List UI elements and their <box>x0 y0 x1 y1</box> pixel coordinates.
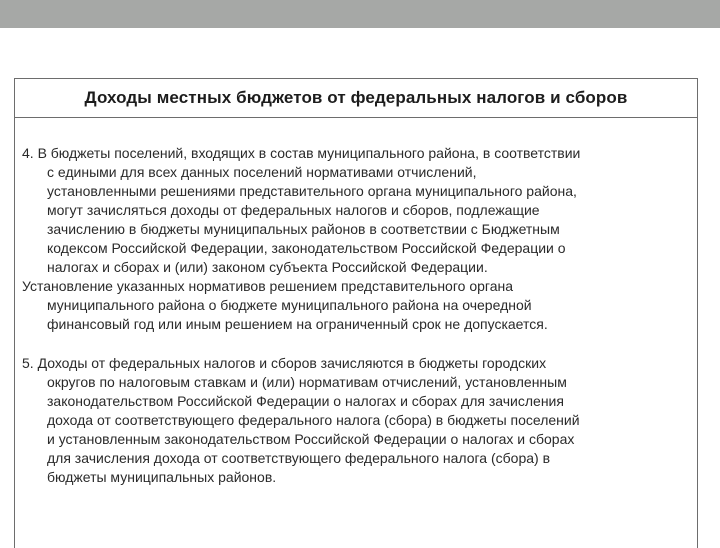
top-decorative-band <box>0 0 720 28</box>
paragraph-line: 5. Доходы от федеральных налогов и сборов зачисляются в бюджеты городских <box>22 355 547 371</box>
paragraph-line: установленными решениями представительного органа муниципального района, <box>47 183 577 199</box>
paragraph-line: для зачисления дохода от соответствующего федерального налога (сбора) в <box>47 450 551 466</box>
paragraph-line: налогах и сборах и (или) законом субъекта Российской Федерации. <box>47 259 488 275</box>
paragraph-line: с едиными для всех данных поселений нормативами отчислений, <box>47 164 477 180</box>
paragraph-line: зачислению в бюджеты муниципальных районов в соответствии с Бюджетным <box>47 221 560 237</box>
paragraph-line: Установление указанных нормативов решением представительного органа <box>22 278 513 294</box>
paragraph-line: кодексом Российской Федерации, законодательством Российской Федерации о <box>47 240 566 256</box>
paragraph-norms-restriction <box>22 277 692 334</box>
paragraph-line: муниципального района о бюджете муниципального района на очередной <box>47 297 532 313</box>
paragraph-line: 4. В бюджеты поселений, входящих в состав муниципального района, в соответствии <box>22 145 581 161</box>
paragraph-line: финансовый год или иным решением на ограниченный срок не допускается. <box>47 316 548 332</box>
paragraph-line: округов по налоговым ставкам и (или) нормативам отчислений, установленным <box>47 374 567 390</box>
slide-title: Доходы местных бюджетов от федеральных налогов и сборов <box>84 88 628 107</box>
paragraph-line: и установленным законодательством Российской Федерации о налогах и сборах <box>47 431 575 447</box>
title-box <box>14 78 698 118</box>
paragraph-5 <box>22 354 692 487</box>
paragraph-4 <box>22 144 692 277</box>
paragraph-line: бюджеты муниципальных районов. <box>47 469 277 485</box>
paragraph-line: могут зачисляться доходы от федеральных налогов и сборов, подлежащие <box>47 202 540 218</box>
paragraph-line: дохода от соответствующего федерального налога (сбора) в бюджеты поселений <box>47 412 580 428</box>
paragraph-line: законодательством Российской Федерации о налогах и сборах для зачисления <box>47 393 564 409</box>
